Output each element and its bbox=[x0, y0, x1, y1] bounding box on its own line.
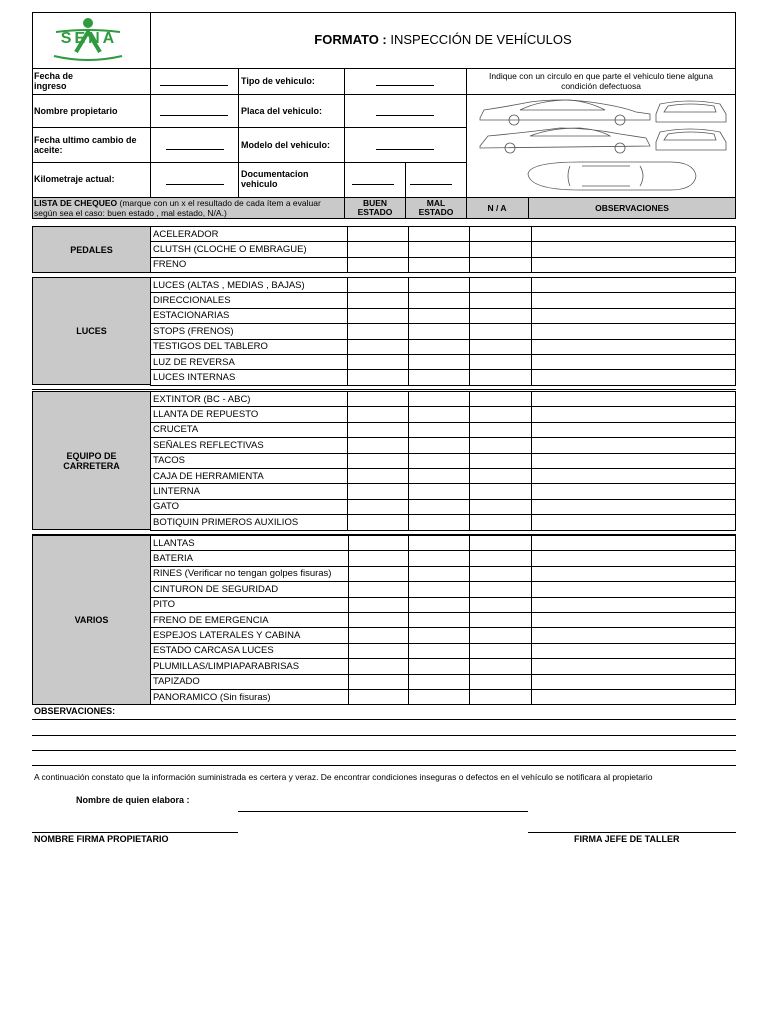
checklist-item-label: LLANTA DE REPUESTO bbox=[151, 407, 348, 422]
na-cell[interactable] bbox=[469, 257, 531, 272]
car-diagram-graphic bbox=[470, 96, 732, 196]
mal-estado-cell[interactable] bbox=[409, 227, 470, 242]
mal-estado-cell[interactable] bbox=[409, 354, 470, 369]
mal-estado-cell[interactable] bbox=[408, 453, 469, 468]
checklist-item-label: CRUCETA bbox=[151, 422, 348, 437]
mal-estado-cell[interactable] bbox=[409, 612, 470, 627]
checklist-item-label: LLANTAS bbox=[151, 536, 349, 551]
observaciones-cell[interactable] bbox=[531, 499, 735, 514]
observaciones-cell[interactable] bbox=[531, 407, 735, 422]
checklist-item-label: CINTURON DE SEGURIDAD bbox=[151, 582, 349, 597]
checklist-item-label: SEÑALES REFLECTIVAS bbox=[151, 438, 348, 453]
checklist-row bbox=[151, 339, 736, 354]
buen-estado-cell[interactable] bbox=[348, 499, 409, 514]
na-cell[interactable] bbox=[469, 293, 531, 308]
mal-estado-cell[interactable] bbox=[409, 308, 470, 323]
buen-estado-cell[interactable] bbox=[348, 536, 409, 551]
observaciones-cell[interactable] bbox=[532, 551, 736, 566]
mal-estado-cell[interactable] bbox=[409, 370, 470, 385]
section-label: VARIOS bbox=[32, 535, 151, 705]
buen-estado-cell[interactable] bbox=[348, 392, 409, 407]
buen-estado-cell[interactable] bbox=[348, 407, 409, 422]
documentacion-field-2[interactable] bbox=[410, 184, 452, 185]
buen-estado-cell[interactable] bbox=[348, 689, 409, 704]
observaciones-line-2[interactable] bbox=[32, 735, 736, 736]
checklist-row bbox=[151, 659, 736, 674]
na-cell[interactable] bbox=[469, 484, 531, 499]
na-cell[interactable] bbox=[469, 422, 531, 437]
checklist-row bbox=[151, 484, 736, 499]
checklist-row bbox=[151, 499, 736, 514]
mal-estado-cell[interactable] bbox=[409, 551, 470, 566]
mal-estado-cell[interactable] bbox=[408, 407, 469, 422]
lista-title: LISTA DE CHEQUEO bbox=[34, 198, 118, 208]
page-title bbox=[150, 32, 736, 47]
observaciones-cell[interactable] bbox=[531, 392, 735, 407]
na-cell[interactable] bbox=[469, 499, 531, 514]
mal-estado-cell[interactable] bbox=[409, 536, 470, 551]
buen-estado-cell[interactable] bbox=[348, 257, 409, 272]
na-cell[interactable] bbox=[469, 438, 531, 453]
modelo-field[interactable] bbox=[376, 149, 434, 150]
observaciones-line-3[interactable] bbox=[32, 750, 736, 751]
checklist-item-label: TACOS bbox=[151, 453, 348, 468]
declaracion-text: A continuación constato que la información suministrada es certera y veraz. De encontrar condiciones inseguras o defectos en el vehículo se notificara al propietario bbox=[34, 772, 653, 782]
mal-estado-cell[interactable] bbox=[409, 643, 470, 658]
observaciones-cell[interactable] bbox=[531, 308, 735, 323]
checklist-item-label: LUCES (ALTAS , MEDIAS , BAJAS) bbox=[151, 278, 348, 293]
checklist-item-label: TAPIZADO bbox=[151, 674, 349, 689]
buen-estado-cell[interactable] bbox=[348, 468, 409, 483]
observaciones-line-1[interactable] bbox=[32, 719, 736, 720]
checklist-item-label: LINTERNA bbox=[151, 484, 348, 499]
checklist-row bbox=[151, 354, 736, 369]
observaciones-cell[interactable] bbox=[531, 324, 735, 339]
na-cell[interactable] bbox=[469, 392, 531, 407]
mal-estado-cell[interactable] bbox=[409, 689, 470, 704]
checklist-item-label: PITO bbox=[151, 597, 349, 612]
observaciones-cell[interactable] bbox=[532, 566, 736, 581]
observaciones-cell[interactable] bbox=[531, 227, 735, 242]
mal-estado-cell[interactable] bbox=[409, 597, 470, 612]
section-table bbox=[150, 535, 736, 705]
observaciones-cell[interactable] bbox=[531, 278, 735, 293]
elabora-label: Nombre de quien elabora : bbox=[76, 795, 190, 805]
buen-estado-cell[interactable] bbox=[348, 370, 409, 385]
observaciones-cell[interactable] bbox=[531, 438, 735, 453]
na-cell[interactable] bbox=[469, 242, 531, 257]
mal-estado-cell[interactable] bbox=[409, 628, 470, 643]
checklist-row bbox=[151, 293, 736, 308]
checklist-row bbox=[151, 407, 736, 422]
checklist-item-label: DIRECCIONALES bbox=[151, 293, 348, 308]
mal-estado-cell[interactable] bbox=[408, 438, 469, 453]
modelo-label: Modelo del vehiculo: bbox=[241, 140, 331, 150]
mal-estado-cell[interactable] bbox=[409, 278, 470, 293]
mal-estado-cell[interactable] bbox=[408, 515, 469, 530]
observaciones-cell[interactable] bbox=[531, 242, 735, 257]
checklist-item-label: RINES (Verificar no tengan golpes fisuras) bbox=[151, 566, 349, 581]
checklist-item-label: FRENO bbox=[151, 257, 348, 272]
logo-text: SENA bbox=[60, 30, 118, 47]
mal-estado-cell[interactable] bbox=[409, 324, 470, 339]
kilometraje-field[interactable] bbox=[166, 184, 224, 185]
checklist-row bbox=[151, 628, 736, 643]
observaciones-cell[interactable] bbox=[531, 354, 735, 369]
buen-estado-cell[interactable] bbox=[348, 354, 409, 369]
na-cell[interactable] bbox=[469, 324, 531, 339]
checklist-item-label: BATERIA bbox=[151, 551, 349, 566]
checklist-item-label: EXTINTOR (BC - ABC) bbox=[151, 392, 348, 407]
buen-estado-cell[interactable] bbox=[348, 438, 409, 453]
buen-estado-cell[interactable] bbox=[348, 453, 409, 468]
checklist-item-label: CLUTSH (CLOCHE O EMBRAGUE) bbox=[151, 242, 348, 257]
checklist-row bbox=[151, 674, 736, 689]
na-cell[interactable] bbox=[470, 582, 532, 597]
checklist-item-label: ACELERADOR bbox=[151, 227, 348, 242]
na-cell[interactable] bbox=[470, 551, 532, 566]
buen-estado-cell[interactable] bbox=[348, 293, 409, 308]
checklist-item-label: PANORAMICO (Sin fisuras) bbox=[151, 689, 349, 704]
col-na: N / A bbox=[487, 203, 507, 213]
instruccion-text: Indique con un circulo en que parte el vehiculo tiene alguna condición defectuosa bbox=[489, 71, 713, 91]
buen-estado-cell[interactable] bbox=[348, 628, 409, 643]
observaciones-cell[interactable] bbox=[531, 468, 735, 483]
checklist-row bbox=[151, 278, 736, 293]
buen-estado-cell[interactable] bbox=[348, 339, 409, 354]
observaciones-cell[interactable] bbox=[531, 484, 735, 499]
checklist-row bbox=[151, 643, 736, 658]
checklist-item-label: ESTADO CARCASA LUCES bbox=[151, 643, 349, 658]
checklist-row bbox=[151, 227, 736, 242]
section-separator bbox=[32, 389, 736, 390]
checklist-row bbox=[151, 324, 736, 339]
observaciones-cell[interactable] bbox=[531, 515, 735, 530]
checklist-row bbox=[151, 551, 736, 566]
checklist-item-label: FRENO DE EMERGENCIA bbox=[151, 612, 349, 627]
observaciones-line-4[interactable] bbox=[32, 765, 736, 766]
firma-propietario-line[interactable] bbox=[32, 832, 238, 833]
mal-estado-cell[interactable] bbox=[409, 257, 470, 272]
firma-propietario-label: NOMBRE FIRMA PROPIETARIO bbox=[34, 834, 169, 844]
section-label: PEDALES bbox=[32, 226, 151, 273]
mal-estado-cell[interactable] bbox=[409, 242, 470, 257]
mal-estado-cell[interactable] bbox=[408, 392, 469, 407]
na-cell[interactable] bbox=[470, 612, 532, 627]
na-cell[interactable] bbox=[469, 468, 531, 483]
checklist-row bbox=[151, 536, 736, 551]
observaciones-cell[interactable] bbox=[532, 612, 736, 627]
na-cell[interactable] bbox=[470, 536, 532, 551]
checklist-row bbox=[151, 422, 736, 437]
checklist-item-label: BOTIQUIN PRIMEROS AUXILIOS bbox=[151, 515, 348, 530]
buen-estado-cell[interactable] bbox=[348, 612, 409, 627]
checklist-row bbox=[151, 242, 736, 257]
checklist-item-label: TESTIGOS DEL TABLERO bbox=[151, 339, 348, 354]
checklist-row bbox=[151, 370, 736, 385]
na-cell[interactable] bbox=[469, 515, 531, 530]
buen-estado-cell[interactable] bbox=[348, 659, 409, 674]
mal-estado-cell[interactable] bbox=[409, 293, 470, 308]
mal-estado-cell[interactable] bbox=[408, 468, 469, 483]
car-diagram[interactable] bbox=[470, 96, 732, 196]
buen-estado-cell[interactable] bbox=[348, 324, 409, 339]
checklist-row bbox=[151, 453, 736, 468]
firma-jefe-line[interactable] bbox=[528, 832, 736, 833]
section-label: EQUIPO DE CARRETERA bbox=[32, 391, 151, 530]
na-cell[interactable] bbox=[469, 278, 531, 293]
buen-estado-cell[interactable] bbox=[348, 484, 409, 499]
buen-estado-cell[interactable] bbox=[348, 597, 409, 612]
lista-note: (marque con un x el resultado de cada ítem a evaluar según sea el caso: buen estado , mal estado, N/A.) bbox=[34, 198, 321, 218]
checklist-item-label: PLUMILLAS/LIMPIAPARABRISAS bbox=[151, 659, 349, 674]
observaciones-cell[interactable] bbox=[531, 370, 735, 385]
checklist-item-label: ESPEJOS LATERALES Y CABINA bbox=[151, 628, 349, 643]
na-cell[interactable] bbox=[469, 453, 531, 468]
observaciones-cell[interactable] bbox=[531, 339, 735, 354]
nombre-propietario-label: Nombre propietario bbox=[34, 106, 118, 116]
buen-estado-cell[interactable] bbox=[348, 242, 409, 257]
buen-estado-cell[interactable] bbox=[348, 515, 409, 530]
na-cell[interactable] bbox=[470, 566, 532, 581]
observaciones-cell[interactable] bbox=[532, 659, 736, 674]
observaciones-cell[interactable] bbox=[532, 582, 736, 597]
section-table bbox=[150, 226, 736, 273]
placa-field[interactable] bbox=[376, 115, 434, 116]
observaciones-cell[interactable] bbox=[531, 293, 735, 308]
buen-estado-cell[interactable] bbox=[348, 582, 409, 597]
checklist-item-label: LUCES INTERNAS bbox=[151, 370, 348, 385]
documentacion-field-1[interactable] bbox=[352, 184, 394, 185]
mal-estado-cell[interactable] bbox=[408, 499, 469, 514]
checklist-row bbox=[151, 612, 736, 627]
section-label: LUCES bbox=[32, 277, 151, 385]
observaciones-cell[interactable] bbox=[532, 628, 736, 643]
title-label: FORMATO : bbox=[314, 32, 387, 47]
checklist-item-label: CAJA DE HERRAMIENTA bbox=[151, 468, 348, 483]
checklist-row bbox=[151, 597, 736, 612]
na-cell[interactable] bbox=[470, 659, 532, 674]
fecha-aceite-field[interactable] bbox=[166, 149, 224, 150]
mal-estado-cell[interactable] bbox=[409, 582, 470, 597]
mal-estado-cell[interactable] bbox=[408, 484, 469, 499]
observaciones-cell[interactable] bbox=[532, 674, 736, 689]
na-cell[interactable] bbox=[469, 407, 531, 422]
checklist-item-label: ESTACIONARIAS bbox=[151, 308, 348, 323]
na-cell[interactable] bbox=[469, 370, 531, 385]
checklist-row bbox=[151, 566, 736, 581]
buen-estado-cell[interactable] bbox=[348, 308, 409, 323]
na-cell[interactable] bbox=[469, 308, 531, 323]
na-cell[interactable] bbox=[470, 643, 532, 658]
nombre-propietario-field[interactable] bbox=[160, 115, 228, 116]
observaciones-cell[interactable] bbox=[531, 422, 735, 437]
col-observaciones: OBSERVACIONES bbox=[595, 203, 669, 213]
mal-estado-cell[interactable] bbox=[408, 422, 469, 437]
observaciones-cell[interactable] bbox=[532, 536, 736, 551]
observaciones-cell[interactable] bbox=[531, 453, 735, 468]
kilometraje-label: Kilometraje actual: bbox=[34, 174, 115, 184]
fecha-ingreso-label: Fecha de ingreso bbox=[34, 71, 74, 91]
mal-estado-cell[interactable] bbox=[409, 659, 470, 674]
checklist-row bbox=[151, 582, 736, 597]
na-cell[interactable] bbox=[469, 227, 531, 242]
checklist-row bbox=[151, 515, 736, 530]
col-mal-estado: MAL ESTADO bbox=[418, 198, 454, 217]
sena-logo bbox=[48, 16, 128, 66]
mal-estado-cell[interactable] bbox=[409, 339, 470, 354]
documentacion-label: Documentacion vehiculo bbox=[241, 169, 309, 189]
buen-estado-cell[interactable] bbox=[348, 551, 409, 566]
title-text: INSPECCIÓN DE VEHÍCULOS bbox=[390, 32, 572, 47]
na-cell[interactable] bbox=[470, 597, 532, 612]
buen-estado-cell[interactable] bbox=[348, 566, 409, 581]
checklist-item-label: GATO bbox=[151, 499, 348, 514]
observaciones-cell[interactable] bbox=[532, 689, 736, 704]
na-cell[interactable] bbox=[469, 339, 531, 354]
mal-estado-cell[interactable] bbox=[409, 674, 470, 689]
mal-estado-cell[interactable] bbox=[409, 566, 470, 581]
checklist-row bbox=[151, 257, 736, 272]
na-cell[interactable] bbox=[470, 628, 532, 643]
buen-estado-cell[interactable] bbox=[348, 643, 409, 658]
checklist-item-label: STOPS (FRENOS) bbox=[151, 324, 348, 339]
elabora-signature-line[interactable] bbox=[238, 811, 528, 812]
checklist-row bbox=[151, 308, 736, 323]
na-cell[interactable] bbox=[470, 674, 532, 689]
na-cell[interactable] bbox=[469, 354, 531, 369]
observaciones-label: OBSERVACIONES: bbox=[34, 706, 116, 716]
section-table bbox=[150, 391, 736, 531]
na-cell[interactable] bbox=[470, 689, 532, 704]
checklist-item-label: LUZ DE REVERSA bbox=[151, 354, 348, 369]
fecha-aceite-label: Fecha ultimo cambio de aceite: bbox=[34, 135, 137, 155]
checklist-row bbox=[151, 689, 736, 704]
section-table bbox=[150, 277, 736, 386]
tipo-vehiculo-field[interactable] bbox=[376, 85, 434, 86]
buen-estado-cell[interactable] bbox=[348, 674, 409, 689]
lista-chequeo-title bbox=[34, 199, 342, 218]
checklist-row bbox=[151, 438, 736, 453]
observaciones-cell[interactable] bbox=[532, 597, 736, 612]
buen-estado-cell[interactable] bbox=[348, 278, 409, 293]
checklist-row bbox=[151, 392, 736, 407]
observaciones-cell[interactable] bbox=[532, 643, 736, 658]
firma-jefe-label: FIRMA JEFE DE TALLER bbox=[574, 834, 680, 844]
buen-estado-cell[interactable] bbox=[348, 227, 409, 242]
tipo-vehiculo-label: Tipo de vehiculo: bbox=[241, 76, 315, 86]
observaciones-cell[interactable] bbox=[531, 257, 735, 272]
placa-label: Placa del vehiculo: bbox=[241, 106, 323, 116]
col-buen-estado: BUEN ESTADO bbox=[357, 198, 393, 217]
buen-estado-cell[interactable] bbox=[348, 422, 409, 437]
fecha-ingreso-field[interactable] bbox=[160, 85, 228, 86]
checklist-row bbox=[151, 468, 736, 483]
